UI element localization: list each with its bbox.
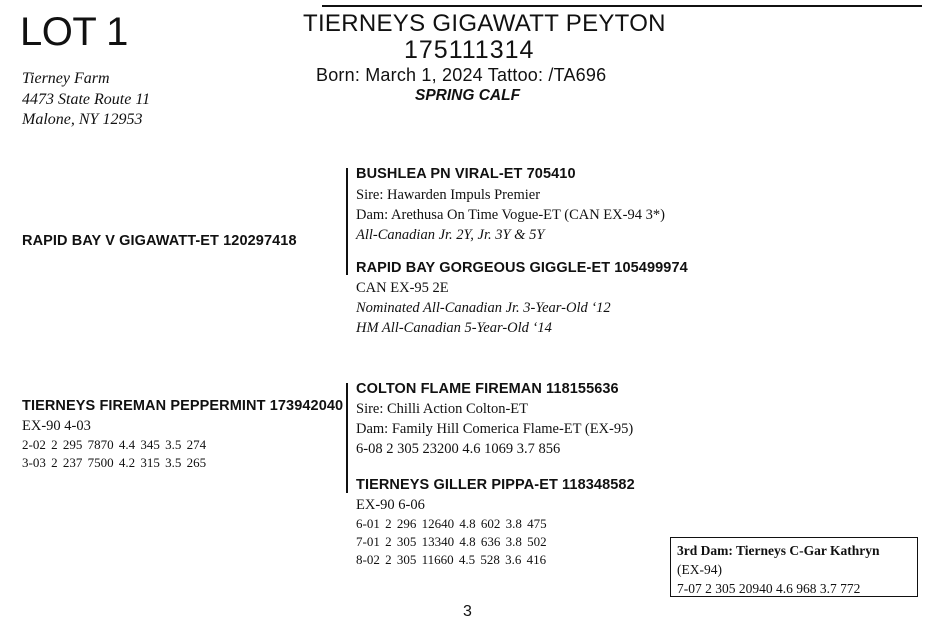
- paternal-granddam-name: RAPID BAY GORGEOUS GIGGLE-ET 105499974: [356, 260, 688, 276]
- maternal-granddam-record-2: 7-01 2 305 13340 4.8 636 3.8 502: [356, 534, 547, 549]
- animal-class: SPRING CALF: [415, 87, 521, 104]
- maternal-grandsire-dam: Dam: Family Hill Comerica Flame-ET (EX-95): [356, 421, 634, 437]
- consignor-name: Tierney Farm: [22, 70, 110, 87]
- paternal-granddam-classification: CAN EX-95 2E: [356, 280, 449, 296]
- third-dam-record: 7-07 2 305 20940 4.6 968 3.7 772: [677, 581, 861, 596]
- paternal-granddam-award-2: HM All-Canadian 5-Year-Old ‘14: [356, 320, 552, 336]
- registration-number: 175111314: [404, 36, 535, 64]
- dam-classification: EX-90 4-03: [22, 418, 91, 434]
- page-number: 3: [463, 603, 472, 620]
- animal-name: TIERNEYS GIGAWATT PEYTON: [303, 10, 666, 37]
- third-dam-box: [670, 537, 918, 597]
- paternal-grandsire-name: BUSHLEA PN VIRAL-ET 705410: [356, 166, 576, 182]
- lot-number: LOT 1: [20, 10, 128, 54]
- dam-bracket: [346, 383, 348, 493]
- consignor-address: 4473 State Route 11: [22, 91, 151, 108]
- dam-record-2: 3-03 2 237 7500 4.2 315 3.5 265: [22, 455, 207, 470]
- born-tattoo-line: Born: March 1, 2024 Tattoo: /TA696: [316, 65, 607, 85]
- consignor-city: Malone, NY 12953: [22, 111, 143, 128]
- maternal-grandsire-sire: Sire: Chilli Action Colton-ET: [356, 401, 528, 417]
- top-rule: [322, 5, 922, 7]
- sire-bracket: [346, 168, 348, 275]
- paternal-grandsire-sire: Sire: Hawarden Impuls Premier: [356, 187, 541, 203]
- paternal-granddam-award-1: Nominated All-Canadian Jr. 3-Year-Old ‘12: [356, 300, 611, 316]
- third-dam-title: 3rd Dam: Tierneys C-Gar Kathryn: [677, 543, 880, 558]
- sire-name: RAPID BAY V GIGAWATT-ET 120297418: [22, 233, 297, 249]
- dam-name: TIERNEYS FIREMAN PEPPERMINT 173942040: [22, 398, 344, 414]
- maternal-grandsire-name: COLTON FLAME FIREMAN 118155636: [356, 381, 619, 397]
- dam-record-1: 2-02 2 295 7870 4.4 345 3.5 274: [22, 437, 207, 452]
- maternal-granddam-name: TIERNEYS GILLER PIPPA-ET 118348582: [356, 477, 635, 493]
- maternal-grandsire-record: 6-08 2 305 23200 4.6 1069 3.7 856: [356, 441, 561, 457]
- paternal-grandsire-dam: Dam: Arethusa On Time Vogue-ET (CAN EX-94 3*): [356, 207, 665, 223]
- paternal-grandsire-award: All-Canadian Jr. 2Y, Jr. 3Y & 5Y: [356, 227, 545, 243]
- maternal-granddam-classification: EX-90 6-06: [356, 497, 425, 513]
- third-dam-classification: (EX-94): [677, 562, 722, 577]
- maternal-granddam-record-1: 6-01 2 296 12640 4.8 602 3.8 475: [356, 516, 547, 531]
- maternal-granddam-record-3: 8-02 2 305 11660 4.5 528 3.6 416: [356, 552, 547, 567]
